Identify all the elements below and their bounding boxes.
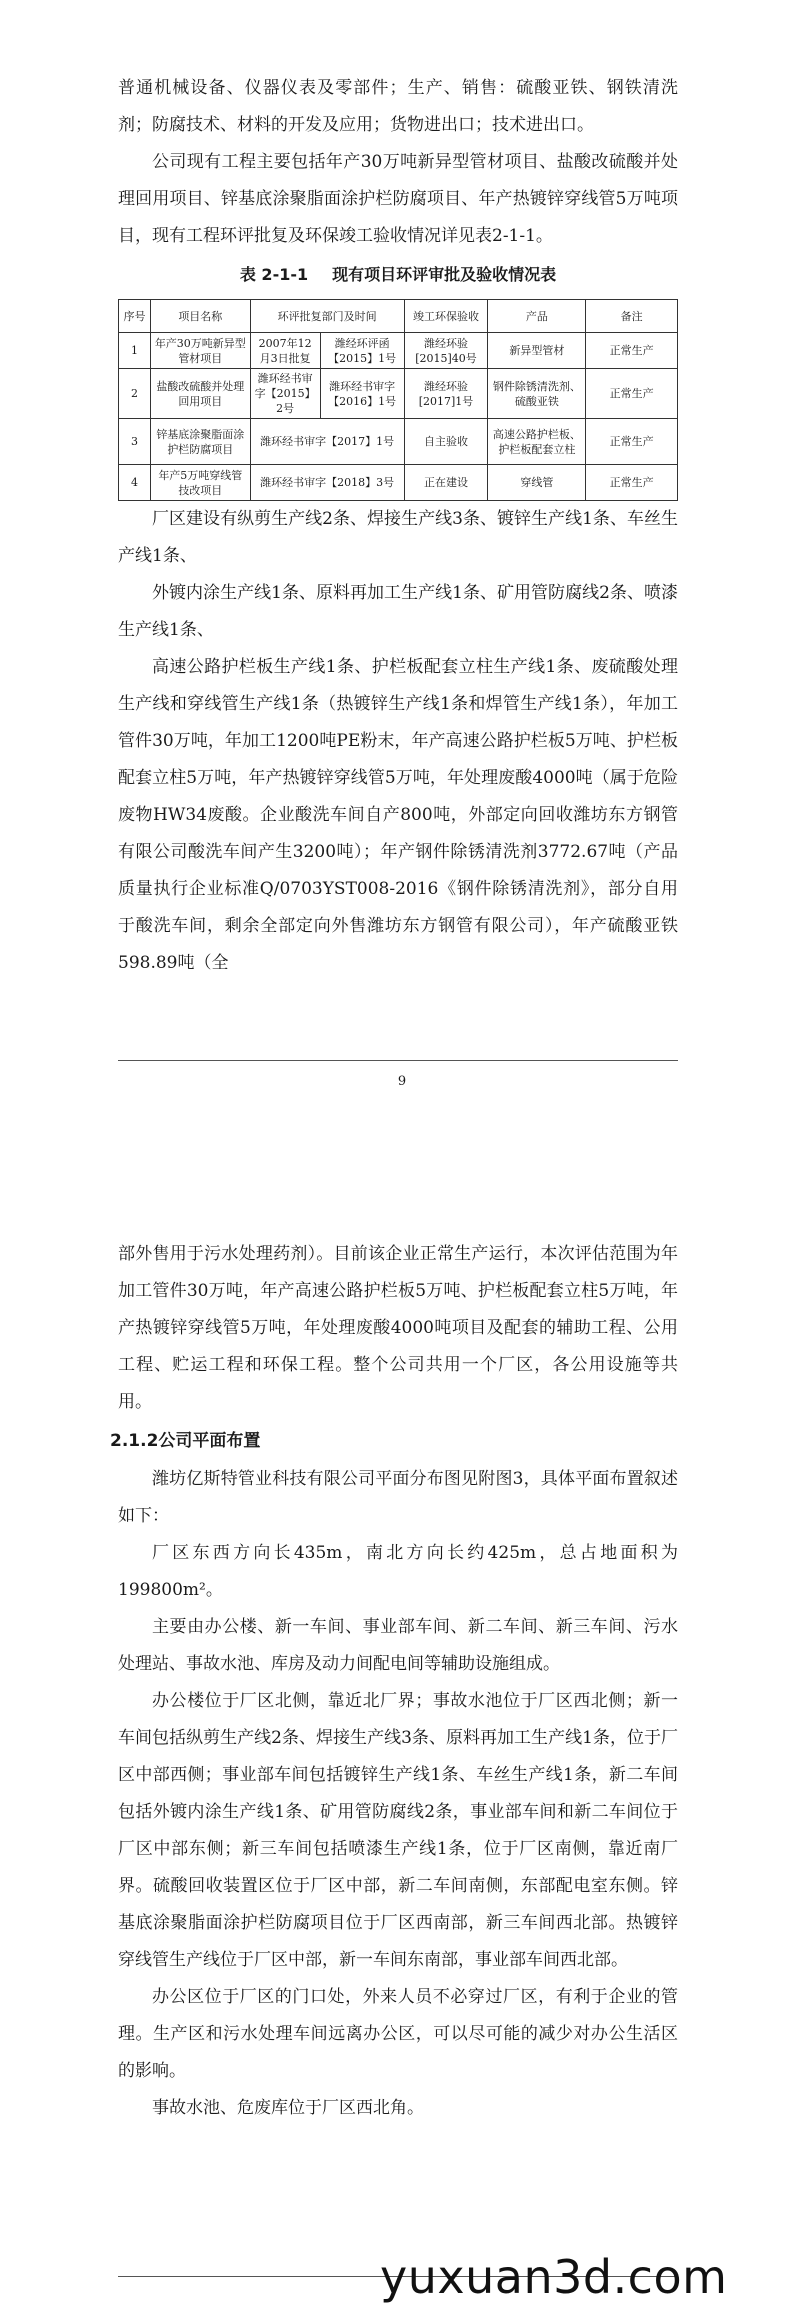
table-caption	[118, 257, 678, 293]
paragraph-production-lines-2: 外镀内涂生产线1条、原料再加工生产线1条、矿用管防腐线2条、喷漆生产线1条、	[118, 583, 678, 640]
header-cell: 竣工环保验收	[404, 300, 488, 333]
table-cell: 锌基底涂聚脂面涂护栏防腐项目	[150, 419, 250, 465]
paragraph-continuation: 部外售用于污水处理药剂）。目前该企业正常生产运行，本次评估范围为年加工管件30万吨，年产高速公路护栏板5万吨、护栏板配套立柱5万吨，年产热镀锌穿线管5万吨，年处理废酸4000吨项目及配套的辅助工程、公用工程、贮运工程和环保工程。整个公司共用一个厂区，各公用设施等共用。	[118, 1244, 678, 1412]
header-cell: 产品	[488, 300, 586, 333]
table-cell: 潍环经书审字【2017】1号	[250, 419, 404, 465]
table-cell: 正常生产	[586, 369, 678, 419]
watermark-text: yuxuan3d.com	[380, 2250, 728, 2304]
paragraph-capacity: 高速公路护栏板生产线1条、护栏板配套立柱生产线1条、废硫酸处理生产线和穿线管生产线1条（热镀锌生产线1条和焊管生产线1条），年加工管件30万吨，年加工1200吨PE粉末，年产高速公路护栏板5万吨、护栏板配套立柱5万吨，年产热镀锌穿线管5万吨，年处理废酸4000吨（属于危险废物HW34废酸。企业酸洗车间自产800吨，外部定向回收潍坊东方钢管有限公司酸洗车间产生3200吨）；年产钢件除锈清洗剂3772.67吨（产品质量执行企业标准Q/0703YST008-2016《钢件除锈清洗剂》，部分自用于酸洗车间，剩余全部定向外售潍坊东方钢管有限公司），年产硫酸亚铁598.89吨（全	[118, 657, 678, 973]
table-cell: 潍经环验[2017]1号	[404, 369, 488, 419]
table-row	[119, 419, 678, 465]
page-number: 9	[397, 1074, 407, 1089]
table-cell: 潍环经书审字【2018】3号	[250, 465, 404, 501]
table-cell: 高速公路护栏板、护栏板配套立柱	[488, 419, 586, 465]
document-page-9	[0, 0, 804, 1100]
section-heading: 2.1.2公司平面布置	[110, 1431, 261, 1451]
paragraph-plant-size: 厂区东西方向长435m，南北方向长约425m，总占地面积为199800m²。	[118, 1543, 678, 1600]
paragraph-facilities: 主要由办公楼、新一车间、事业部车间、新二车间、新三车间、污水处理站、事故水池、库房及动力间配电间等辅助设施组成。	[118, 1617, 678, 1674]
header-cell: 项目名称	[150, 300, 250, 333]
table-row	[119, 333, 678, 369]
table-cell: 正在建设	[404, 465, 488, 501]
page-body	[110, 1236, 678, 2127]
table-cell: 年产30万吨新异型管材项目	[150, 333, 250, 369]
header-cell: 环评批复部门及时间	[250, 300, 404, 333]
paragraph-business-scope: 普通机械设备、仪器仪表及零部件；生产、销售：硫酸亚铁、钢铁清洗剂；防腐技术、材料的开发及应用；货物进出口；技术进出口。	[118, 78, 678, 135]
table-cell: 1	[119, 333, 151, 369]
table-cell: 潍经环验[2015]40号	[404, 333, 488, 369]
paragraph-office-area: 办公区位于厂区的门口处，外来人员不必穿过厂区，有利于企业的管理。生产区和污水处理车间远离办公区，可以尽可能的减少对办公生活区的影响。	[118, 1987, 678, 2081]
header-cell: 备注	[586, 300, 678, 333]
table-cell: 盐酸改硫酸并处理回用项目	[150, 369, 250, 419]
footer-divider	[118, 1060, 678, 1061]
table-header-row	[119, 300, 678, 333]
table-row	[119, 369, 678, 419]
table-cell: 3	[119, 419, 151, 465]
table-cell: 年产5万吨穿线管技改项目	[150, 465, 250, 501]
table-row	[119, 465, 678, 501]
paragraph-layout-intro: 潍坊亿斯特管业科技有限公司平面分布图见附图3，具体平面布置叙述如下：	[118, 1469, 678, 1526]
table-cell: 潍经环评函【2015】1号	[320, 333, 404, 369]
paragraph-building-locations: 办公楼位于厂区北侧，靠近北厂界；事故水池位于厂区西北侧；新一车间包括纵剪生产线2条、焊接生产线3条、原料再加工生产线1条，位于厂区中部西侧；事业部车间包括镀锌生产线1条、车丝生产线1条，新二车间包括外镀内涂生产线1条、矿用管防腐线2条，事业部车间和新二车间位于厂区中部东侧；新三车间包括喷漆生产线1条，位于厂区南侧，靠近南厂界。硫酸回收装置区位于厂区中部，新二车间南侧，东部配电室东侧。锌基底涂聚脂面涂护栏防腐项目位于厂区西南部，新三车间西北部。热镀锌穿线管生产线位于厂区中部，新一车间东南部，事业部车间西北部。	[118, 1691, 678, 1970]
table-cell: 自主验收	[404, 419, 488, 465]
table-cell: 正常生产	[586, 419, 678, 465]
table-number: 表 2-1-1	[239, 265, 309, 284]
table-cell: 穿线管	[488, 465, 586, 501]
page-body	[118, 70, 678, 982]
table-cell: 4	[119, 465, 151, 501]
table-cell: 2007年12月3日批复	[250, 333, 320, 369]
table-cell: 正常生产	[586, 333, 678, 369]
paragraph-production-lines-1: 厂区建设有纵剪生产线2条、焊接生产线3条、镀锌生产线1条、车丝生产线1条、	[118, 509, 678, 566]
table-cell: 潍环经书审字【2015】2号	[250, 369, 320, 419]
table-cell: 2	[119, 369, 151, 419]
paragraph-existing-projects: 公司现有工程主要包括年产30万吨新异型管材项目、盐酸改硫酸并处理回用项目、锌基底涂聚脂面涂护栏防腐项目、年产热镀锌穿线管5万吨项目，现有工程环评批复及环保竣工验收情况详见表2-1-1。	[118, 152, 678, 246]
document-page-10	[0, 1210, 804, 2320]
table-cell: 钢件除锈清洗剂、硫酸亚铁	[488, 369, 586, 419]
table-title: 现有项目环评审批及验收情况表	[332, 265, 557, 284]
approval-table	[118, 299, 678, 501]
header-cell: 序号	[119, 300, 151, 333]
table-cell: 潍环经书审字【2016】1号	[320, 369, 404, 419]
table-cell: 正常生产	[586, 465, 678, 501]
table-cell: 新异型管材	[488, 333, 586, 369]
paragraph-accident-pool: 事故水池、危废库位于厂区西北角。	[152, 2098, 424, 2118]
